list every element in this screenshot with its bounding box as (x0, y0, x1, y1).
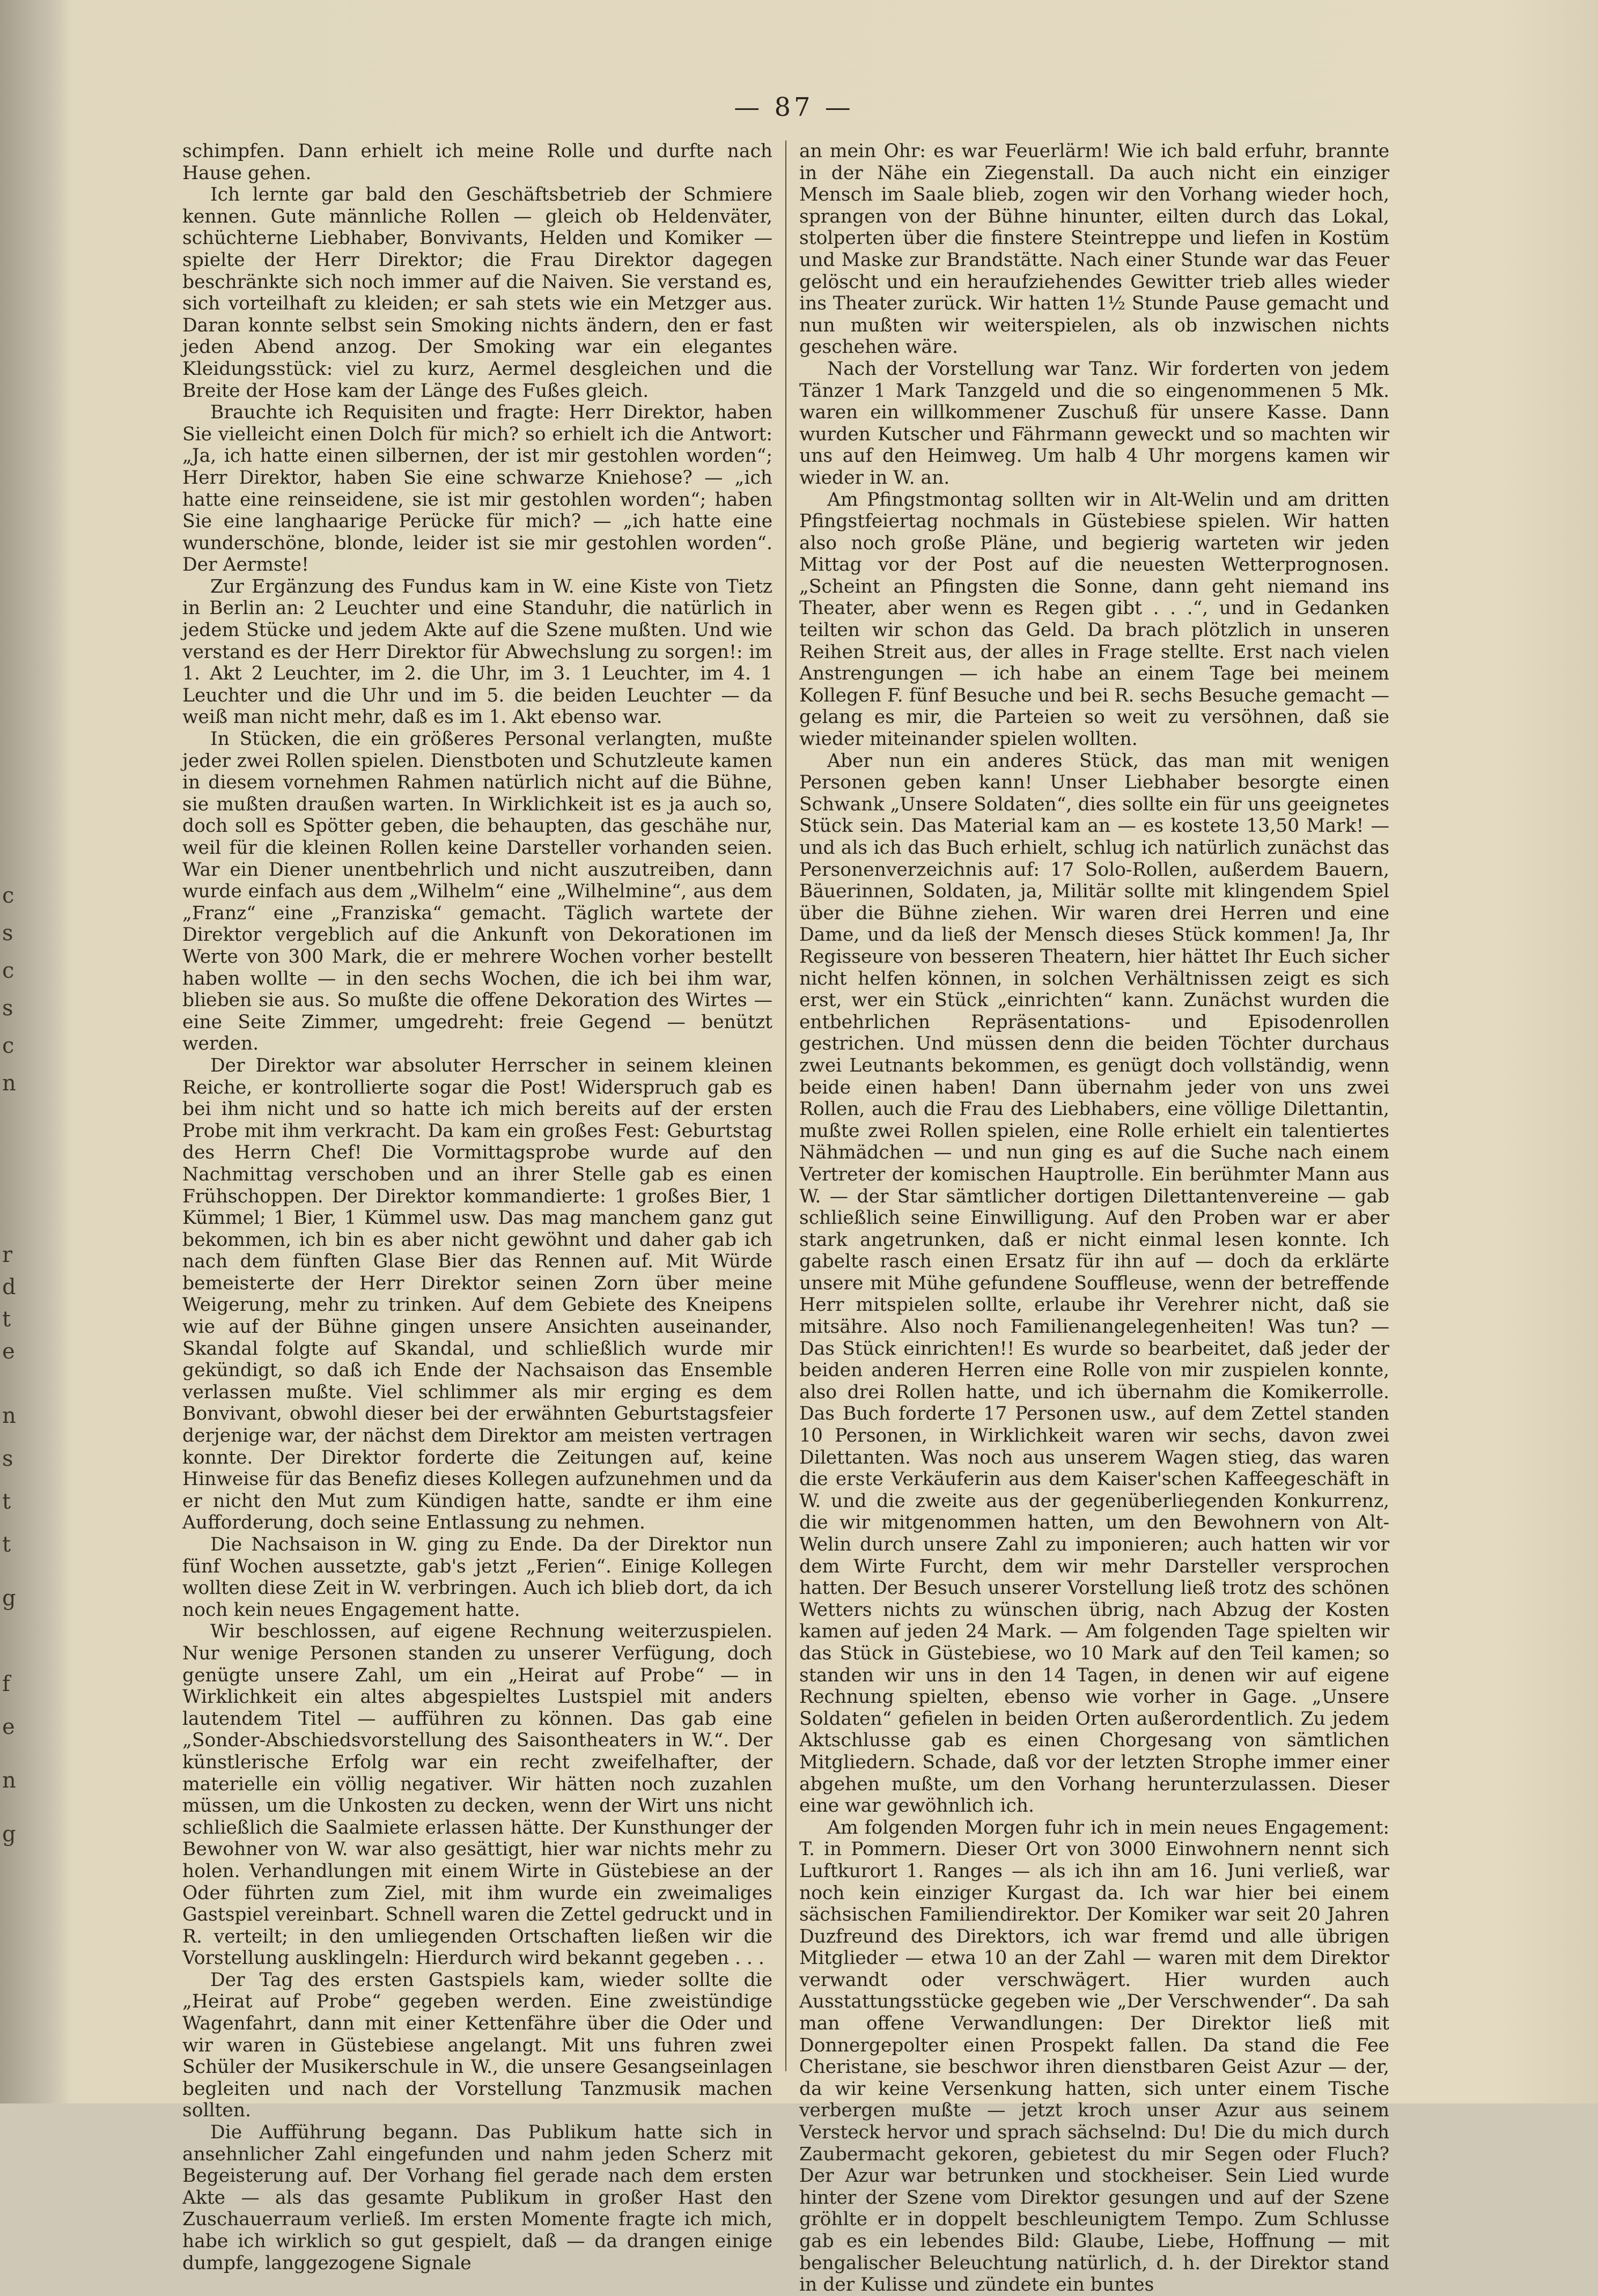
edge-fragment: n (2, 1071, 16, 1096)
paragraph: Der Tag des ersten Gastspiels kam, wieder sollte die „Heirat auf Probe“ gegeben werden. Eine zweistündige Wagenfahrt, dann mit einer Kettenfähre über die Oder und wir waren in Güstebiese angelangt. Mit uns fuhren zwei Schüler der Musikerschule in W., die unsere Gesangseinlagen begleiten und nach der Vorstellung Tanzmusik machen sollten. (182, 1969, 772, 2122)
paragraph: schimpfen. Dann erhielt ich meine Rolle und durfte nach Hause gehen. (182, 141, 772, 184)
edge-fragment: c (2, 958, 14, 983)
paragraph: Nach der Vorstellung war Tanz. Wir forderten von jedem Tänzer 1 Mark Tanzgeld und die so eingenommenen 5 Mk. waren ein willkommener Zuschuß für unsere Kasse. Dann wurden Kutscher und Fährmann geweckt und so machten wir uns auf den Heimweg. Um halb 4 Uhr morgens kamen wir wieder in W. an. (799, 358, 1389, 489)
paragraph: Die Nachsaison in W. ging zu Ende. Da der Direktor nun fünf Wochen aussetzte, gab's jetzt „Ferien“. Einige Kollegen wollten diese Zeit in W. verbringen. Auch ich blieb dort, da ich noch kein neues Engagement hatte. (182, 1534, 772, 1621)
edge-fragment: e (2, 1339, 15, 1364)
paragraph: Die Aufführung begann. Das Publikum hatte sich in ansehnlicher Zahl eingefunden und nahm jeden Scherz mit Begeisterung auf. Der Vorhang fiel gerade nach dem ersten Akte — als das gesamte Publikum in großer Hast den Zuschauerraum verließ. Im ersten Momente fragte ich mich, habe ich wirklich so gut gespielt, daß — da drangen einige dumpfe, langgezogene Signale (182, 2122, 772, 2274)
edge-fragment: s (2, 996, 13, 1021)
page-number: — 87 — (734, 92, 854, 122)
paragraph: Der Direktor war absoluter Herrscher in seinem kleinen Reiche, er kontrollierte sogar die Post! Widerspruch gab es bei ihm nicht und so hatte ich mich bereits auf der ersten Probe mit ihm verkracht. Da kam ein großes Fest: Geburtstag des Herrn Chef! Die Vormittagsprobe wurde auf den Nachmittag verschoben und an ihrer Stelle gab es einen Frühschoppen. Der Direktor kommandierte: 1 großes Bier, 1 Kümmel; 1 Bier, 1 Kümmel usw. Das mag manchem ganz gut bekommen, ich bin es aber nicht gewöhnt und daher gab ich nach dem fünften Glase Bier das Rennen auf. Mit Würde bemeisterte der Herr Direktor seinen Zorn über meine Weigerung, mehr zu trinken. Auf dem Gebiete des Kneipens wie auf der Bühne gingen unsere Ansichten auseinander, Skandal folgte auf Skandal, und schließlich wurde mir gekündigt, so daß ich Ende der Nachsaison das Ensemble verlassen mußte. Viel schlimmer als mir erging es dem Bonvivant, obwohl dieser bei der erwähnten Geburtstagsfeier derjenige war, der nächst dem Direktor am meisten vertragen konnte. Der Direktor forderte die Zeitungen auf, keine Hinweise für das Benefiz dieses Kollegen aufzunehmen und da er nicht den Mut zum Kündigen hatte, sandte er ihm eine Aufforderung, doch seine Entlassung zu nehmen. (182, 1054, 772, 1534)
edge-fragment: c (2, 883, 14, 908)
edge-fragment: s (2, 1446, 13, 1471)
column-divider (785, 141, 786, 2071)
edge-fragment: t (2, 1489, 11, 1514)
paragraph: Am Pfingstmontag sollten wir in Alt-Welin und am dritten Pfingstfeiertag nochmals in Güstebiese spielen. Wir hatten also noch große Pläne, und begierig warteten wir jeden Mittag vor der Post auf die neuesten Wetterprognosen. „Scheint an Pfingsten die Sonne, dann geht niemand ins Theater, aber wenn es Regen gibt . . .“, und in Gedanken teilten wir schon das Geld. Da brach plötzlich in unseren Reihen Streit aus, der alles in Frage stellte. Erst nach vielen Anstrengungen — ich habe an einem Tage bei meinem Kollegen F. fünf Besuche und bei R. sechs Besuche gemacht — gelang es mir, die Parteien so weit zu versöhnen, daß sie wieder miteinander spielen wollten. (799, 489, 1389, 750)
paragraph: Wir beschlossen, auf eigene Rechnung weiterzuspielen. Nur wenige Personen standen zu unserer Verfügung, doch genügte unsere Zahl, um ein „Heirat auf Probe“ — in Wirklichkeit ein altes abgespieltes Lustspiel mit anders lautendem Titel — aufführen zu können. Das gab eine „Sonder-Abschiedsvorstellung des Saisontheaters in W.“. Der künstlerische Erfolg war ein recht zweifelhafter, der materielle ein völlig negativer. Wir hätten noch zuzahlen müssen, um die Unkosten zu decken, wenn der Wirt uns nicht schließlich die Saalmiete erlassen hätte. Der Kunsthunger der Bewohner von W. war also gesättigt, hier war nichts mehr zu holen. Verhandlungen mit einem Wirte in Güstebiese an der Oder führten zum Ziel, mit ihm wurde ein zweimaliges Gastspiel vereinbart. Schnell waren die Zettel gedruckt und in R. verteilt; in den umliegenden Ortschaften ließen wir die Vorstellung ausklingeln: Hierdurch wird bekannt gegeben . . . (182, 1621, 772, 1969)
edge-fragment: g (2, 1822, 16, 1847)
paragraph: In Stücken, die ein größeres Personal verlangten, mußte jeder zwei Rollen spielen. Dienstboten und Schutzleute kamen in diesem vornehmen Rahmen natürlich nicht auf die Bühne, sie mußten draußen warten. In Wirklichkeit ist es ja auch so, doch soll es Spötter geben, die behaupten, das geschähe nur, weil für die kleinen Rollen keine Darsteller vorhanden seien. War ein Diener unentbehrlich und nicht auszutreiben, dann wurde einfach aus dem „Wilhelm“ eine „Wilhelmine“, aus dem „Franz“ eine „Franziska“ gemacht. Täglich wartete der Direktor vergeblich auf die Ankunft von Dekorationen im Werte von 300 Mark, die er mehrere Wochen vorher bestellt haben wollte — in den sechs Wochen, die ich bei ihm war, blieben sie aus. So mußte die offene Dekoration des Wirtes — eine Seite Zimmer, umgedreht: freie Gegend — benützt werden. (182, 728, 772, 1055)
edge-fragment: t (2, 1307, 11, 1332)
text-column-left (182, 141, 772, 2274)
edge-fragment: f (2, 1672, 10, 1696)
edge-fragment: g (2, 1586, 16, 1611)
paragraph: Brauchte ich Requisiten und fragte: Herr Direktor, haben Sie vielleicht einen Dolch für mich? so erhielt ich die Antwort: „Ja, ich hatte einen silbernen, der ist mir gestohlen worden“; Herr Direktor, haben Sie eine schwarze Kniehose? — „ich hatte eine reinseidene, sie ist mir gestohlen worden“; haben Sie eine langhaarige Perücke für mich? — „ich hatte eine wunderschöne, blonde, leider ist sie mir gestohlen worden“. Der Aermste! (182, 402, 772, 576)
edge-fragment: t (2, 1532, 11, 1557)
edge-fragment: s (2, 921, 13, 946)
edge-fragment: d (2, 1275, 16, 1300)
paragraph: an mein Ohr: es war Feuerlärm! Wie ich bald erfuhr, brannte in der Nähe ein Ziegenstall. Da auch nicht ein einziger Mensch im Saale blieb, zogen wir den Vorhang wieder hoch, sprangen von der Bühne hinunter, eilten durch das Lokal, stolperten über die finstere Steintreppe und liefen in Kostüm und Maske zur Brandstätte. Nach einer Stunde war das Feuer gelöscht und ein heraufziehendes Gewitter trieb alles wieder ins Theater zurück. Wir hatten 1½ Stunde Pause gemacht und nun mußten wir weiterspielen, als ob inzwischen nichts geschehen wäre. (799, 141, 1389, 358)
edge-fragment: n (2, 1768, 16, 1793)
edge-fragment: c (2, 1033, 14, 1058)
edge-fragment: e (2, 1715, 15, 1739)
paragraph: Aber nun ein anderes Stück, das man mit wenigen Personen geben kann! Unser Liebhaber besorgte einen Schwank „Unsere Soldaten“, dies sollte ein für uns geeignetes Stück sein. Das Material kam an — es kostete 13,50 Mark! — und als ich das Buch erhielt, schlug ich natürlich zunächst das Personenverzeichnis auf: 17 Solo-Rollen, außerdem Bauern, Bäuerinnen, Soldaten, ja, Militär sollte mit klingendem Spiel über die Bühne ziehen. Wir waren drei Herren und eine Dame, und da ließ der Mensch dieses Stück kommen! Ja, Ihr Regisseure von besseren Theatern, hier hättet Ihr Euch sicher nicht helfen können, in solchen Verhältnissen zeigt es sich erst, wer ein Stück „einrichten“ kann. Zunächst wurden die entbehrlichen Repräsentations- und Episodenrollen gestrichen. Und müssen denn die beiden Töchter durchaus zwei Leutnants bekommen, es genügt doch vollständig, wenn beide einen haben! Dann übernahm jeder von uns zwei Rollen, auch die Frau des Liebhabers, eine völlige Dilettantin, mußte zwei Rollen spielen, eine Rolle erhielt ein talentiertes Nähmädchen — und nun ging es auf die Suche nach einem Vertreter der komischen Hauptrolle. Ein berühmter Mann aus W. — der Star sämtlicher dortigen Dilettantenvereine — gab schließlich seine Einwilligung. Auf den Proben war er aber stark angetrunken, daß er nicht einmal lesen konnte. Ich gabelte rasch einen Ersatz für ihn auf — doch da erklärte unsere mit Mühe gefundene Souffleuse, wenn der betreffende Herr mitspielen sollte, erlaube ihr Verehrer nicht, daß sie mitsähre. Also noch Familienangelegenheiten! Was tun? — Das Stück einrichten!! Es wurde so bearbeitet, daß jeder der beiden anderen Herren eine Rolle von mir zuspielen konnte, also drei Rollen hatte, und ich übernahm die Komikerrolle. Das Buch forderte 17 Personen usw., auf dem Zettel standen 10 Personen, in Wirklichkeit waren wir sechs, davon zwei Dilettanten. Was noch aus unserem Wagen stieg, das waren die erste Verkäuferin aus dem Kaiser'schen Kaffeegeschäft in W. und die zweite aus der gegenüberliegenden Konkurrenz, die wir mitgenommen hatten, um den Bewohnern von Alt-Welin durch unsere Zahl zu imponieren; auch hatten wir vor dem Wirte Furcht, dem wir mehr Darsteller versprochen hatten. Der Besuch unserer Vorstellung ließ trotz des schönen Wetters nichts zu wünschen übrig, nach Abzug der Kosten kamen auf jeden 24 Mark. — Am folgenden Tage spielten wir das Stück in Güstebiese, wo 10 Mark auf den Teil kamen; so standen wir uns in den 14 Tagen, in denen wir auf eigene Rechnung spielten, ebenso wie vorher in Gage. „Unsere Soldaten“ gefielen in beiden Orten außerordentlich. Zu jedem Aktschlusse gab es einen Chorgesang von sämtlichen Mitgliedern. Schade, daß vor der letzten Strophe immer einer abgehen mußte, um den Vorhang herunterzulassen. Dieser eine war gewöhnlich ich. (799, 750, 1389, 1817)
edge-fragment: r (2, 1243, 13, 1267)
paragraph: Ich lernte gar bald den Geschäftsbetrieb der Schmiere kennen. Gute männliche Rollen — gleich ob Heldenväter, schüchterne Liebhaber, Bonvivants, Helden und Komiker — spielte der Herr Direktor; die Frau Direktor dagegen beschränkte sich noch immer auf die Naiven. Sie verstand es, sich vorteilhaft zu kleiden; er sah stets wie ein Metzger aus. Daran konnte selbst sein Smoking nichts ändern, den er fast jeden Abend anzog. Der Smoking war ein elegantes Kleidungsstück: viel zu kurz, Aermel desgleichen und die Breite der Hose kam der Länge des Fußes gleich. (182, 184, 772, 402)
text-column-right (799, 141, 1389, 2296)
previous-page-edge (0, 0, 70, 2103)
edge-fragment: n (2, 1404, 16, 1428)
paragraph: Zur Ergänzung des Fundus kam in W. eine Kiste von Tietz in Berlin an: 2 Leuchter und eine Standuhr, die natürlich in jedem Stücke und jedem Akte auf die Szene mußten. Und wie verstand es der Herr Direktor für Abwechslung zu sorgen!: im 1. Akt 2 Leuchter, im 2. die Uhr, im 3. 1 Leuchter, im 4. 1 Leuchter und die Uhr und im 5. die beiden Leuchter — da weiß man nicht mehr, daß es im 1. Akt ebenso war. (182, 575, 772, 728)
paragraph: Am folgenden Morgen fuhr ich in mein neues Engagement: T. in Pommern. Dieser Ort von 3000 Einwohnern nennt sich Luftkurort 1. Ranges — als ich ihn am 16. Juni verließ, war noch kein einziger Kurgast da. Ich war hier bei einem sächsischen Familiendirektor. Der Komiker war seit 20 Jahren Duzfreund des Direktors, ich war fremd und alle übrigen Mitglieder — etwa 10 an der Zahl — waren mit dem Direktor verwandt oder verschwägert. Hier wurden auch Ausstattungsstücke gegeben wie „Der Verschwender“. Da sah man offene Verwandlungen: Der Direktor ließ mit Donnergepolter einen Prospekt fallen. Da stand die Fee Cheristane, sie beschwor ihren dienstbaren Geist Azur — der, da wir keine Versenkung hatten, sich unter einem Tische verbergen mußte — jetzt kroch unser Azur aus seinem Versteck hervor und sprach sächselnd: Du! Die du mich durch Zaubermacht gekoren, gebietest du mir Segen oder Fluch? Der Azur war betrunken und stockheiser. Sein Lied wurde hinter der Szene vom Direktor gesungen und auf der Szene gröhlte er in doppelt beschleunigtem Tempo. Zum Schlusse gab es ein lebendes Bild: Glaube, Liebe, Hoffnung — mit bengalischer Beleuchtung natürlich, d. h. der Direktor stand in der Kulisse und zündete ein buntes (799, 1817, 1389, 2296)
